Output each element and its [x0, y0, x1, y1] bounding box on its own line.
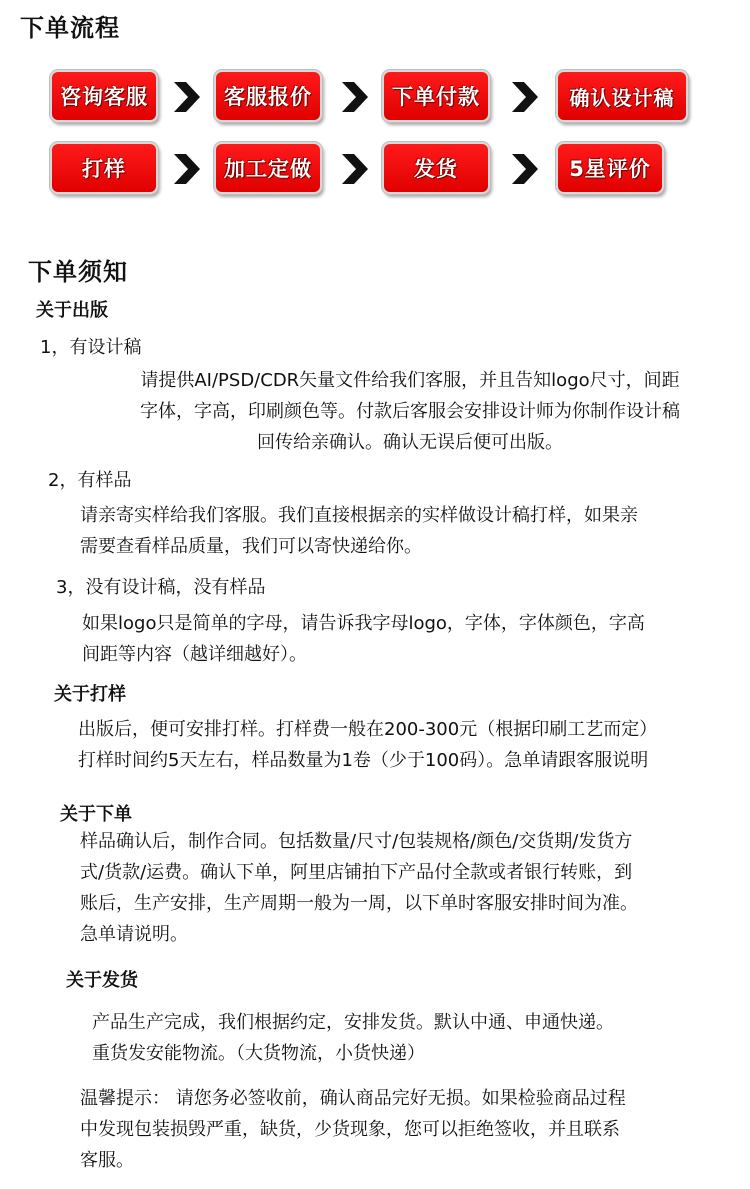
flow-step-proof: 打样 [50, 142, 158, 194]
text-line: 需要查看样品质量，我们可以寄快递给你。 [80, 536, 422, 557]
text-line: 请亲寄实样给我们客服。我们直接根据亲的实样做设计稿打样，如果亲 [80, 505, 638, 526]
plate-heading: 关于出版 [36, 300, 108, 321]
chevron-right-icon [510, 152, 540, 186]
text-line: 字体，字高，印刷颜色等。付款后客服会安排设计师为你制作设计稿 [140, 401, 680, 422]
flow-step-quote: 客服报价 [214, 70, 322, 122]
text-line: 中发现包装损毁严重，缺货，少货现象，您可以拒绝签收，并且联系 [80, 1119, 620, 1140]
text-line: 出版后，便可安排打样。打样费一般在200-300元（根据印刷工艺而定） [78, 719, 658, 740]
proof-body [78, 714, 738, 776]
flow-step-consult: 咨询客服 [50, 70, 158, 122]
text-line: 式/货款/运费。确认下单，阿里店铺拍下产品付全款或者银行转账，到 [80, 862, 633, 883]
plate-item2-body [80, 500, 720, 562]
chevron-right-icon [172, 152, 202, 186]
text-line: 请提供AI/PSD/CDR矢量文件给我们客服，并且告知logo尺寸，间距 [140, 370, 680, 391]
flow-step-shipping: 发货 [382, 142, 490, 194]
plate-item3-body [82, 608, 732, 670]
text-line: 间距等内容（越详细越好）。 [82, 644, 307, 665]
text-line: 打样时间约5天左右，样品数量为1卷（少于100码）。急单请跟客服说明 [78, 750, 649, 771]
chevron-right-icon [510, 80, 540, 114]
order-body [80, 826, 730, 950]
text-line: 账后，生产安排，生产周期一般为一周，以下单时客服安排时间为准。 [80, 893, 638, 914]
flow-step-production: 加工定做 [214, 142, 322, 194]
ship-heading: 关于发货 [66, 970, 138, 991]
tip-body [80, 1083, 730, 1176]
notice-title: 下单须知 [28, 258, 128, 286]
plate-item3-title: 3，没有设计稿，没有样品 [56, 577, 266, 598]
plate-item2-title: 2，有样品 [48, 470, 132, 491]
proof-heading: 关于打样 [54, 684, 126, 705]
flow-step-rating: 5星评价 [556, 142, 664, 194]
text-line: 样品确认后，制作合同。包括数量/尺寸/包装规格/颜色/交货期/发货方 [80, 831, 633, 852]
text-line: 急单请说明。 [80, 924, 188, 945]
chevron-right-icon [340, 152, 370, 186]
chevron-right-icon [172, 80, 202, 114]
text-line: 重货发安能物流。（大货物流，小货快递） [92, 1043, 425, 1064]
flow-step-pay: 下单付款 [382, 70, 490, 122]
flow-step-confirm-design: 确认设计稿 [556, 70, 688, 122]
flow-title: 下单流程 [20, 14, 120, 42]
ship-body [92, 1007, 732, 1069]
plate-item1-title: 1，有设计稿 [40, 337, 142, 358]
text-line: 温馨提示： 请您务必签收前，确认商品完好无损。如果检验商品过程 [80, 1088, 626, 1109]
plate-item1-body [90, 365, 730, 458]
chevron-right-icon [340, 80, 370, 114]
order-heading: 关于下单 [60, 804, 132, 825]
text-line: 客服。 [80, 1150, 134, 1171]
text-line: 回传给亲确认。确认无误后便可出版。 [257, 432, 563, 453]
text-line: 产品生产完成，我们根据约定，安排发货。默认中通、申通快递。 [92, 1012, 614, 1033]
text-line: 如果logo只是简单的字母，请告诉我字母logo，字体，字体颜色，字高 [82, 613, 645, 634]
